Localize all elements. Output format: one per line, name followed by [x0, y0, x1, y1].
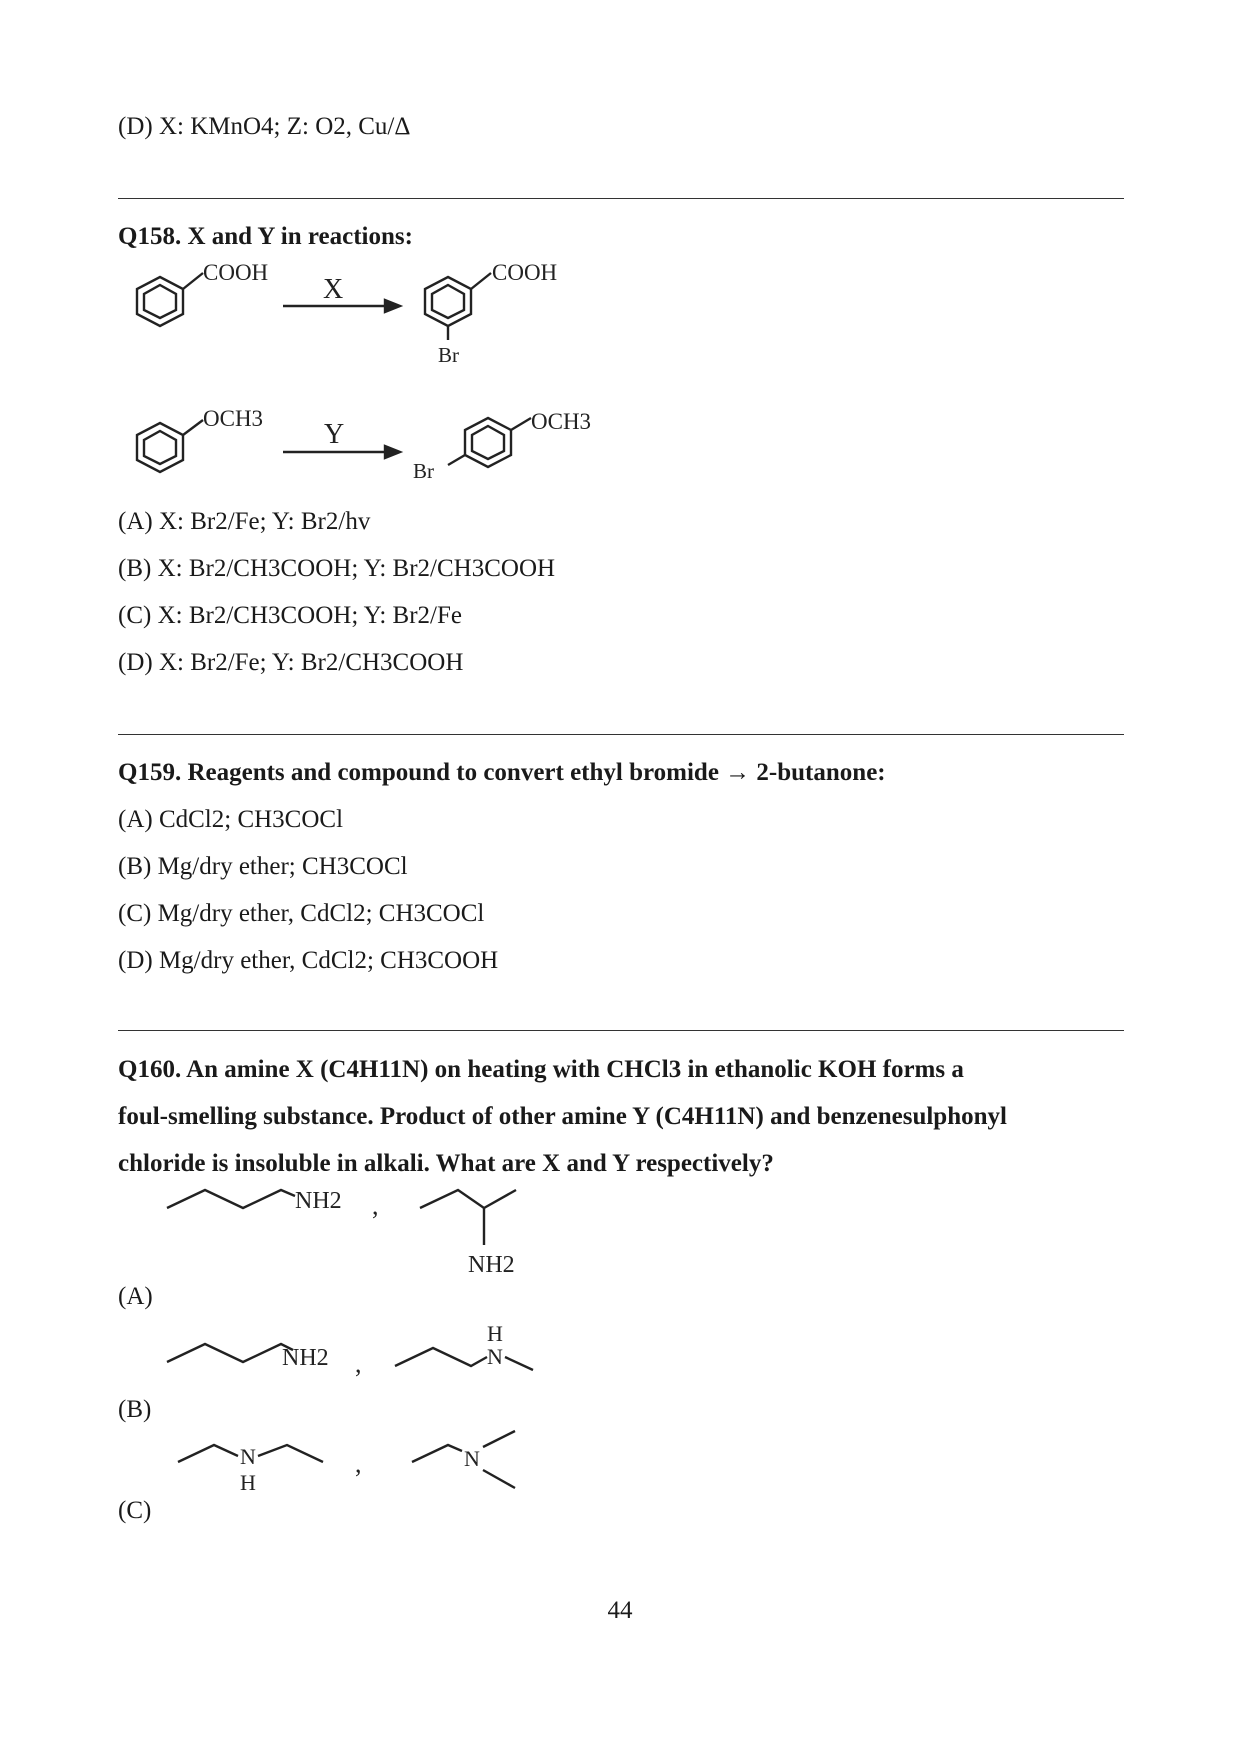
amine-group-label: NH2 — [468, 1252, 515, 1278]
amine-group-label: NH2 — [282, 1345, 329, 1371]
substituent-label: COOH — [492, 260, 558, 285]
separator: , — [372, 1191, 379, 1220]
q160-option-a-label: (A) — [118, 1283, 153, 1310]
amine-n-label: N — [487, 1344, 503, 1369]
q160-title-line-2: foul-smelling substance. Product of other amine Y (C4H11N) and benzenesulphonyl — [118, 1103, 1007, 1130]
q159-option-c: (C) Mg/dry ether, CdCl2; CH3COCl — [118, 900, 485, 927]
reagent-label: Y — [324, 419, 345, 450]
q160-option-c-label: (C) — [118, 1497, 152, 1524]
q158-option-b: (B) X: Br2/CH3COOH; Y: Br2/CH3COOH — [118, 555, 556, 582]
divider — [118, 1030, 1124, 1031]
substituent-label: Br — [413, 459, 434, 483]
amine-h-label: H — [487, 1321, 503, 1346]
substituent-label: OCH3 — [531, 409, 592, 434]
substituent-label: OCH3 — [203, 406, 264, 431]
amine-n-label: N — [240, 1444, 256, 1469]
q160-option-b-label: (B) — [118, 1396, 152, 1423]
substituent-label: COOH — [203, 260, 269, 285]
q159-option-b: (B) Mg/dry ether; CH3COCl — [118, 853, 408, 880]
q158-option-a: (A) X: Br2/Fe; Y: Br2/hv — [118, 508, 371, 535]
amine-group-label: NH2 — [295, 1188, 342, 1214]
reagent-label: X — [323, 274, 344, 305]
q159-option-a: (A) CdCl2; CH3COCl — [118, 806, 344, 833]
substituent-label: Br — [438, 343, 459, 367]
q160-title-line-3: chloride is insoluble in alkali. What are X and Y respectively? — [118, 1150, 774, 1177]
q158-title: Q158. X and Y in reactions: — [118, 223, 413, 250]
q158-option-d: (D) X: Br2/Fe; Y: Br2/CH3COOH — [118, 649, 464, 676]
page-number: 44 — [607, 1597, 633, 1624]
separator: , — [355, 1449, 362, 1478]
q157-option-d: (D) X: KMnO4; Z: O2, Cu/Δ — [118, 113, 411, 140]
q159-title: Q159. Reagents and compound to convert ethyl bromide → 2-butanone: — [118, 759, 886, 786]
q158-option-c: (C) X: Br2/CH3COOH; Y: Br2/Fe — [118, 602, 463, 629]
q160-title-line-1: Q160. An amine X (C4H11N) on heating with CHCl3 in ethanolic KOH forms a — [118, 1056, 964, 1083]
separator: , — [355, 1349, 362, 1378]
divider — [118, 734, 1124, 735]
amine-h-label: H — [240, 1470, 256, 1495]
q159-option-d: (D) Mg/dry ether, CdCl2; CH3COOH — [118, 947, 499, 974]
amine-n-label: N — [464, 1446, 480, 1471]
